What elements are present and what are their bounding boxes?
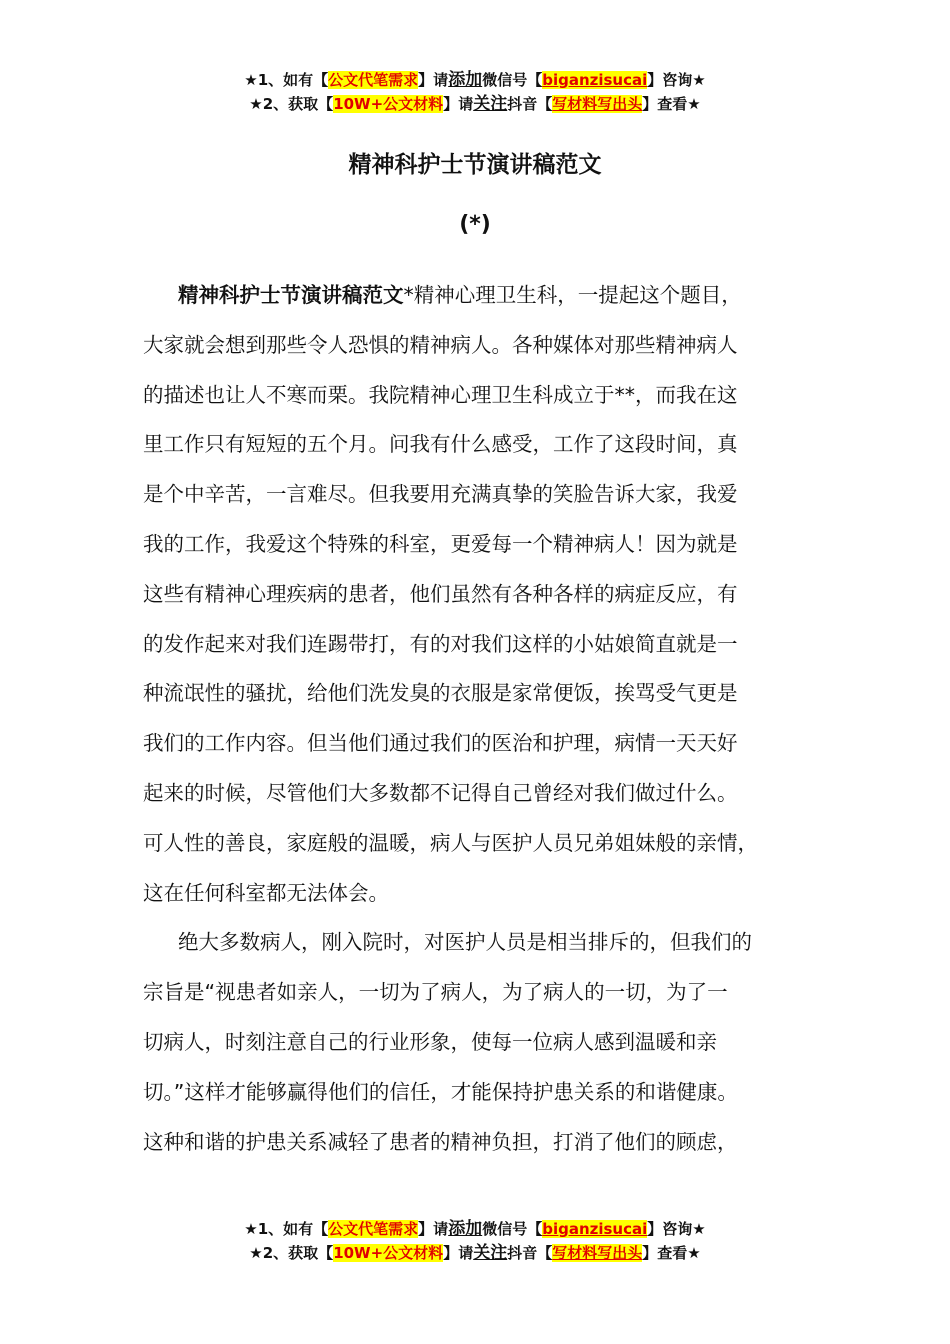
promo-text: ★2、获取【 [249,95,334,113]
body-text: 的描述也让人不寒而栗。我院精神心理卫生科成立于**，而我在这 [143,382,738,407]
promo-text: 微信号【 [482,71,543,89]
lead-bold-title: 精神科护士节演讲稿范文 [178,283,404,307]
body-text: 里工作只有短短的五个月。问我有什么感受，工作了这段时间，真 [143,432,738,457]
body-text: 宗旨是“视患者如亲人，一切为了病人，为了病人的一切，为了一 [143,980,728,1005]
body-line [143,875,823,925]
body-text: 我们的工作内容。但当他们通过我们的医治和护理，病情一天天好 [143,731,738,756]
promo-wechat-id: biganzisucai [542,71,648,89]
promo-line-2 [0,1241,950,1265]
promo-emphasis: 关注 [473,94,508,114]
body-line [143,1024,823,1074]
document-subtitle: (*) [459,212,491,237]
body-line [143,476,823,526]
promo-text: 抖音【 [507,95,553,113]
promo-text: 】查看★ [642,1244,701,1262]
body-text: 是个中辛苦，一言难尽。但我要用充满真挚的笑脸告诉大家，我爱 [143,482,738,507]
promo-text: 微信号【 [482,1220,543,1238]
body-text: 这些有精神心理疾病的患者，他们虽然有各种各样的病症反应，有 [143,581,738,606]
promo-emphasis: 添加 [448,1219,483,1239]
body-text: 我的工作，我爱这个特殊的科室，更爱每一个精神病人！因为就是 [143,531,738,556]
body-line [143,426,823,476]
body-text: 切。”这样才能够赢得他们的信任，才能保持护患关系的和谐健康。 [143,1079,738,1104]
promo-highlight: 公文代笔需求 [328,1220,419,1238]
promo-text: 】请 [443,1244,474,1262]
promo-banner-top [0,68,950,116]
promo-douyin-id: 写材料写出头 [552,95,643,113]
body-text: 可人性的善良，家庭般的温暖，病人与医护人员兄弟姐妹般的亲情， [143,830,758,855]
promo-wechat-id: biganzisucai [542,1220,648,1238]
body-line [143,924,823,974]
promo-text: 】咨询★ [647,1220,706,1238]
promo-highlight: 公文代笔需求 [328,71,419,89]
body-line [143,327,823,377]
promo-emphasis: 关注 [473,1243,508,1263]
promo-text: 】查看★ [642,95,701,113]
body-line [143,675,823,725]
body-line [143,725,823,775]
promo-text: 】请 [418,71,449,89]
body-text: 起来的时候，尽管他们大多数都不记得自己曾经对我们做过什么。 [143,780,738,805]
body-line [143,526,823,576]
body-text: 大家就会想到那些令人恐惧的精神病人。各种媒体对那些精神病人 [143,332,738,357]
body-line [143,277,823,327]
promo-line-1 [0,68,950,92]
body-line [143,1074,823,1124]
promo-text: 】请 [418,1220,449,1238]
body-text: 的发作起来对我们连踢带打，有的对我们这样的小姑娘简直就是一 [143,631,738,656]
promo-line-1 [0,1217,950,1241]
promo-text: ★1、如有【 [244,1220,329,1238]
promo-highlight: 10W+公文材料 [333,95,444,113]
promo-text: 】请 [443,95,474,113]
body-text: *精神心理卫生科，一提起这个题目， [403,283,742,307]
body-line [143,775,823,825]
body-line [143,377,823,427]
body-line [143,626,823,676]
body-text: 种流氓性的骚扰，给他们洗发臭的衣服是家常便饭，挨骂受气更是 [143,681,738,706]
promo-line-2 [0,92,950,116]
body-text: 这种和谐的护患关系减轻了患者的精神负担，打消了他们的顾虑， [143,1129,738,1154]
promo-douyin-id: 写材料写出头 [552,1244,643,1262]
promo-emphasis: 添加 [448,70,483,90]
body-text: 绝大多数病人，刚入院时，对医护人员是相当排斥的，但我们的 [178,930,752,955]
promo-text: ★2、获取【 [249,1244,334,1262]
body-text: 切病人，时刻注意自己的行业形象，使每一位病人感到温暖和亲 [143,1029,717,1054]
body-line [143,825,823,875]
promo-text: 抖音【 [507,1244,553,1262]
promo-text: ★1、如有【 [244,71,329,89]
promo-text: 】咨询★ [647,71,706,89]
body-line [143,576,823,626]
promo-highlight: 10W+公文材料 [333,1244,444,1262]
document-body [143,277,823,1173]
body-text: 这在任何科室都无法体会。 [143,880,389,905]
body-line [143,1124,823,1174]
body-line [143,974,823,1024]
promo-banner-bottom [0,1217,950,1265]
document-title: 精神科护士节演讲稿范文 [348,152,602,178]
